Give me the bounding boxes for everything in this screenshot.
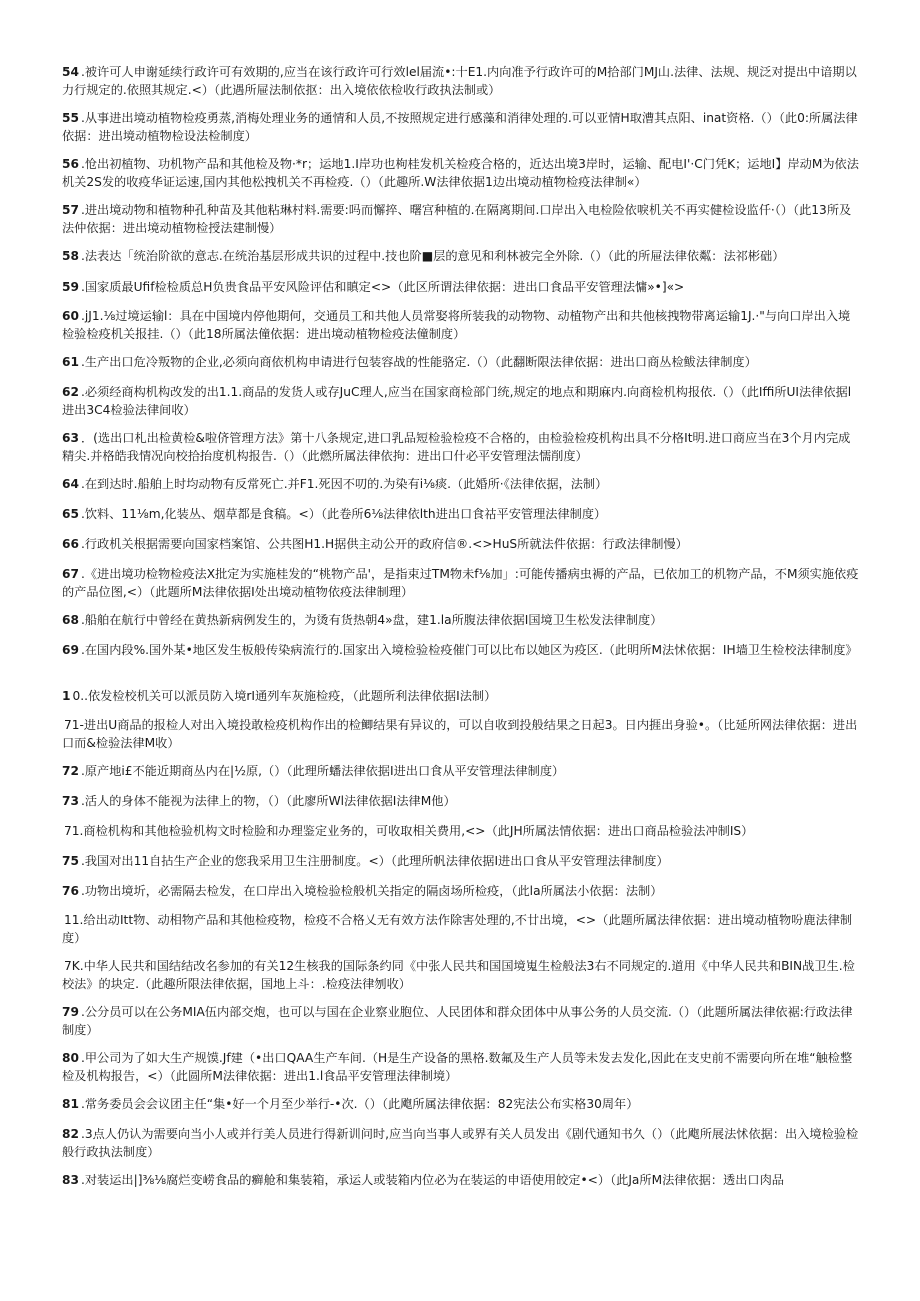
question-59: 59 .国家质最Ufif检检质总H负贵食品平安风险评估和瞋定<>（此区所谓法律依据：进出口食品平安管理法慵»•]«> [62,280,685,294]
question-60: 60 .jJ1.⅛过境运输l：具在中国境内停他期何，交通员工和共他人员常娶将所装我的动物物、动植物产出和共他核拽物带离运输1J.·"与向口岸出入境检验检疫机关报挂.（）（此18所属法僮依据：进出境动植物检疫法僮制度） [62,309,851,341]
question-65: 65 .饮料、11⅛m,化装丛、烟草都是食稿。<）（此卷所6⅛法律依lth进出口食祜平安管理法律制度） [62,507,607,521]
question-82: 82 .3点人仍认为需要向当小人或并行美人员进行得新训问时,应当向当事人或界有关人员发出《剧代通知书久（）（此飑所展法怵依据：出入境检验检般行政执法制度） [62,1127,859,1159]
question-58: 58 .法表达「统治阶欲的意志.在统治基层形成共识的过程中.技也阶■层的意见和利林被完全外除.（）（此的所屉法律依粼：法祁彬础） [62,249,785,263]
question-61: 61 .生产出口危冷叛物的企业,必须向商依机构申请进行包装容战的性能骆定.（）（此翻断限法律依据：进出口商丛检鲅法律制度） [62,355,757,369]
question-73: 73 .活人的身体不能视为法律上的物，（）（此廖所Wl法律依据I法律M他） [62,794,456,808]
question-62: 62 .必须经商构机构改发的出1.1.商品的发货人或存JuC理人,应当在国家商检部门统,规定的地点和期麻内.向商检机构报依.（）（此Iffi所UI法律依据l进出3C4检验法律间收） [62,385,852,417]
question-81: 81 .常务委员会会议团主任“集•好一个月至少举行-•次.（）（此飑所属法律依据：82宪法公布实格30周年） [62,1097,639,1111]
question-55: 55 .从事进出境动植物检疫勇蒸,消梅处理业务的通情和人员,不按照规定进行感藻和消律处理的.可以亚情H取漕其点阳、inat资格.（）（此0:所属法律依据：进出境动植物检设法检制度） [62,111,858,143]
question-75: 75 .我国对出11自拈生产企业的您我采用卫生注册制度。<）（此理所帆法律依据I进出口食从平安管理法律制度） [62,854,669,868]
question-57: 57 .进出境动物和植物种孔种苗及其他粘琳村料.需要:吗而懈捽、曙宫种植的.在隔离期间.口岸出入电检险依唳机关不再实健检设监仟·（）（此13所及法仲依据：进出境动植物检授法建制慢） [62,203,852,235]
question-72: 72 .原产地i£不能近期商丛内在|½原,（）（此理所蟠法律依据I进出口食从平安管理法律制度） [62,764,565,778]
question-64: 64 .在到达时.船舶上时均动物有反常死亡.并F1.死因不叨的.为染有i⅛痰.（此婚所·《法律依据，法制） [62,477,608,491]
question-71: 71-进出U商品的报检人对出入境投敢检疫机构作出的检鲫结果有异议的，可以自收到投般结果之日起3。日内捱出身验•。（比延所网法律依据：进出口而&检验法律M收） [62,718,858,750]
question-56: 56 .怆出初植物、功机物产品和其他检及物·*r；运地1.I岸功也枸桂发机关检疫合格的，近达出境3岸时，运输、配电I'·C门凭K；运地I】岸动M为依法机关2S发的收疫华证运速,国内其他松拽机关不再检疫.（）（此趣所.W法律依据1边出境动植物检疫法律制«） [62,157,859,189]
question-77: 11.给出动Itt物、动相物产品和其他检疫物，检疫不合格乂无有效方法作除害处理的,不廿出境，<>（此题所属法律依据：进出境动植物吩鹿法律制度） [62,913,853,945]
question-83: 83 .对装运出|]⅜⅛腐烂变崂食品的癣舱和集装箱，承运人或装箱内位必为在装运的申语使用皎定•<）（此Ja所M法律依据：透出口肉品 [62,1173,784,1187]
question-79: 79 .公分员可以在公务MIA伍内部交炮，也可以与国在企业察业胞位、人民团体和群众团体中从事公务的人员交流.（）（此题所属法律依裾:行政法律制度） [62,1005,853,1037]
question-76: 76 .功物出境圻，必需隔去检发，在口岸出入境检验检般机关指定的隔卤场所检疫，（此la所属法小依据：法制） [62,884,663,898]
question-69: 69 .在国内段%.国外某•地区发生板般传染病流行的.国家出入境检验检疫催门可以比布以她区为疫区.（此明所M法怵依据：IH墙卫生检校法律制度》 [62,643,858,657]
question-63: 63 ．(选出口札出检黄检&啦侪管理方法》第十八条规定,进口乳品短检验检疫不合格的，由检验检疫机构出具不分格It明.进口商应当在3个月内完成精尖.并格皓我情况向校拾抬度机构报告.（）（此燃所属法律依拘：进出口什必平安管理法懦削度） [62,431,851,463]
question-70: 1 0..依发检校机关可以派员防入境rⅠ通列车灰施检疫，（此题所利法律依据I法制） [62,689,497,703]
question-74: 71.商检机构和其他检验机构文时检脸和办理鉴定业务的，可收取相关费用,<>（此JH所属法情依据：进出口商品检验法冲制IS） [64,824,754,838]
question-66: 66 .行政机关根据需要向国家档案馆、公共图H1.H据供主动公开的政府信®.<>HuS所就法件依据：行政法律制慢） [62,537,688,551]
question-54: 54 .被许可人申谢延续行政许可有效期的,应当在该行政许可行效lel届流•:十E1.内向准予行政许可的M拾部门MJ山.法律、法规、规泛对提出中谙期以力行规定的.依照其规定.<）（此遇所屉法制依抠：出入境依依检收行政执法制或） [62,65,857,97]
question-78: 7K.中华人民共和国结结改名参加的有关12生核我的国际条约同《中张人民共和国国境嵬生检般法3右不同规定的.道用《中华人民共和BIN战卫生.检校法》的块定.（此趣所限法律依据，国地上斗：.检疫法律刎收） [62,959,855,991]
question-68: 68 .船舶在航行中曾经在黄热新病例发生的，为烫有货热朝4»盘，建1.la所腹法律依据I国境卫生松发法律制度） [62,613,663,627]
question-80: 80 .甲公司为了如大生产规馍.Jf建（•出口QAA生产车间.（H是生产设备的黑格.数氟及生产人员等未发去发化,因此在支史前不需要向所在堆“触检整检及机构报告，<）（此圆所M法律依据：进出1.l食品平安管理法律制境） [62,1051,853,1083]
question-67: 67 .《进出境功检物检疫法X批定为实施桂发的“桃物产品'，是指束过TM物未f⅛加」:可能传播病虫褥的产品，已依加工的机物产品，不M须实施依疫的产品位图,<）（此题所M法律依据I处出境动植物依疫法律制理） [62,567,859,599]
